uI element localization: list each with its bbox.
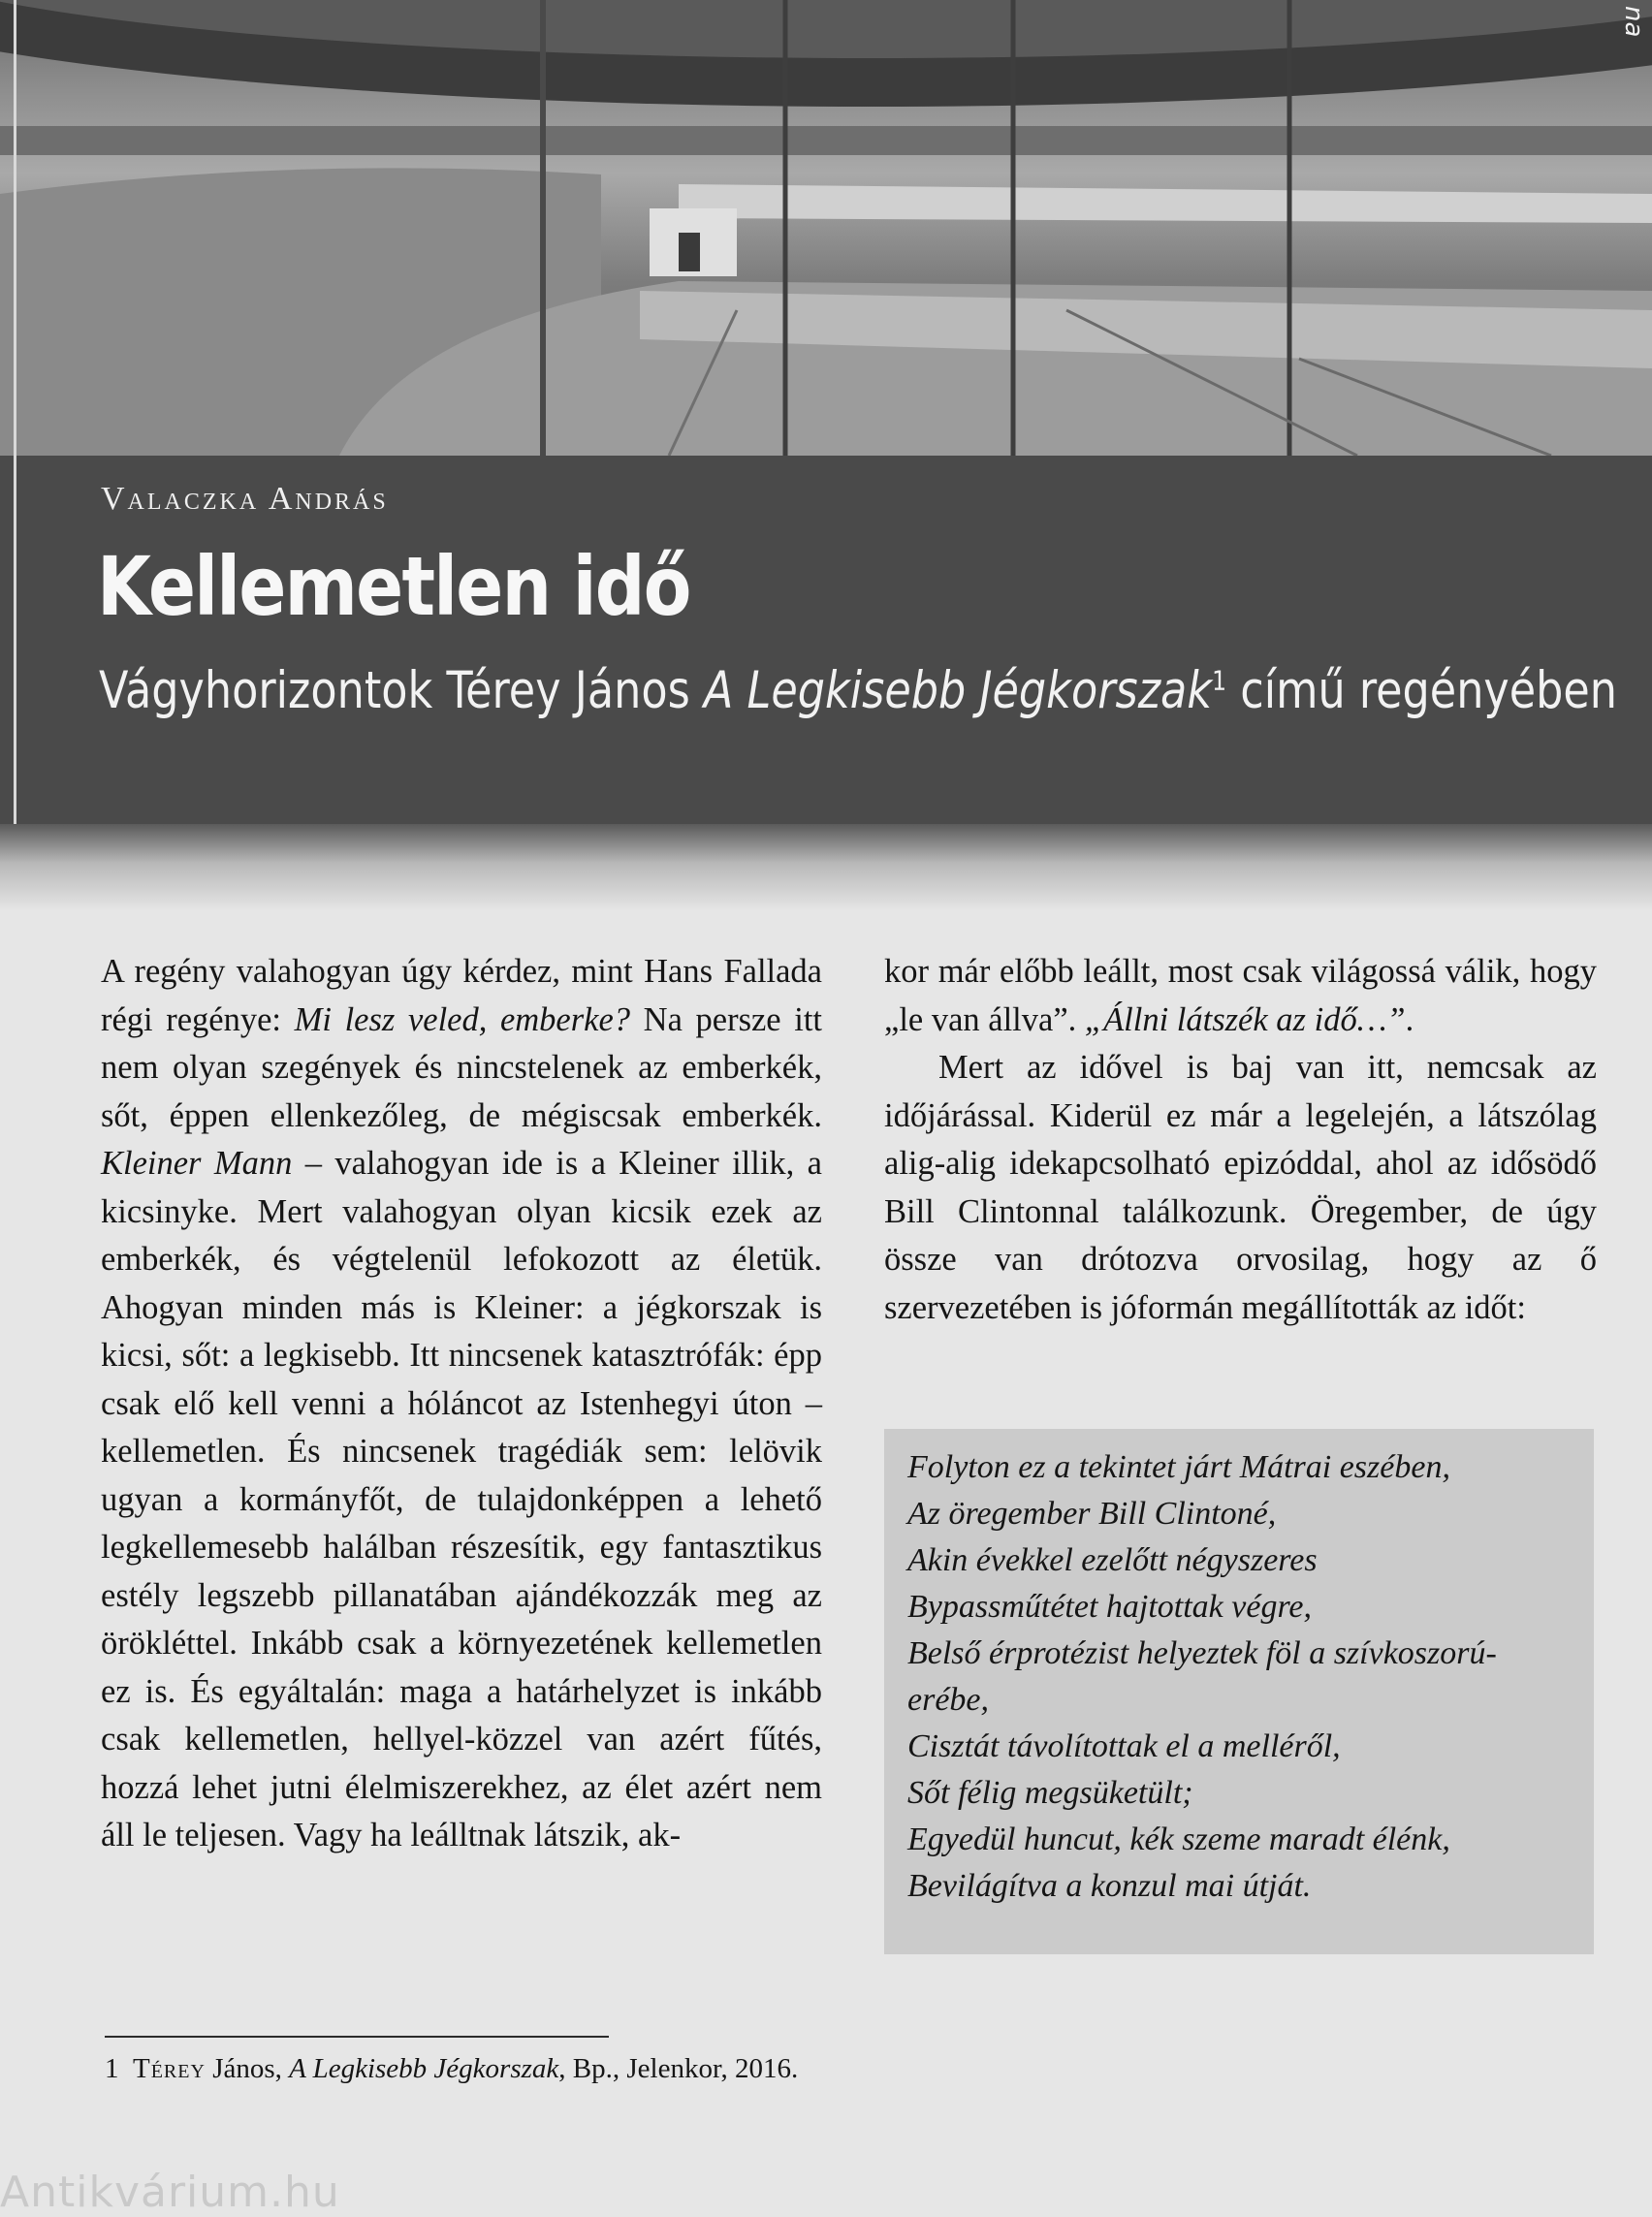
left-column [101, 948, 822, 1860]
quote-line: Bypassműtétet hajtottak végre, [907, 1589, 1313, 1625]
article-title: Kellemetlen idő [97, 539, 690, 634]
article-subtitle [99, 661, 1646, 720]
footnote-text: János, [205, 2053, 290, 2084]
page-shadow [0, 824, 1652, 911]
quote-line: Sőt félig megsüketült; [907, 1775, 1193, 1811]
quote-line: Egyedül huncut, kék szeme maradt élénk, [907, 1821, 1450, 1857]
subtitle-text-2: című regényében [1226, 661, 1618, 720]
footnote-text: , Bp., Jelenkor, 2016. [558, 2053, 799, 2084]
footnote-number: 1 [105, 2053, 119, 2084]
italic-run: Kleiner Mann [101, 1145, 293, 1182]
text-run: Na persze itt nem olyan szegények és nincstelenek az emberkék, sőt, éppen ellenkezőleg, de mégiscsak emberkék. [101, 1000, 822, 1134]
text-run: kor már előbb leállt, most csak világossá válik, hogy „le van állva”. [884, 953, 1597, 1038]
author-name: Valaczka András [101, 481, 389, 517]
right-column [884, 948, 1597, 1332]
quote-line: erébe, [907, 1682, 990, 1718]
subtitle-book-title: A Legkisebb Jégkorszak [703, 661, 1213, 720]
footnote [105, 2049, 798, 2088]
quote-line: Akin évekkel ezelőtt négyszeres [907, 1542, 1318, 1578]
text-run: – valahogyan ide is a Kleiner illik, a kicsinyke. Mert valahogyan olyan kicsik ezek az emberkék, és végtelenül lefokozott az életük. Ahogyan minden más is Kleiner: a jégkorszak is kicsi, sőt: a legkisebb. Itt nincsenek katasztrófák: épp csak elő kell venni a hóláncot az Istenhegyi úton – kellemetlen. És nincsenek tragédiák sem: lelövik ugyan a kormányfőt, de tulajdonképpen a lehető legkellemesebb halálban részesítik, egy fantasztikus estély legszebb pillanatában ajándékozzák meg az örökléttel. Inkább csak a környezetének kellemetlen ez is. És egyáltalán: maga a határhelyzet is inkább csak kellemetlen, hellyel-közzel van azért fűtés, hozzá lehet jutni élelmiszerekhez, az élet azért nem áll le teljesen. Vagy ha leálltnak látszik, ak- [101, 1145, 822, 1853]
italic-run: „Állni látszék az idő…” [1084, 1000, 1406, 1038]
quote-line: Az öregember Bill Clintoné, [907, 1496, 1277, 1532]
rooftop-panorama-image [0, 0, 1652, 456]
paragraph [101, 948, 822, 1860]
side-tag-text: na [1619, 6, 1648, 38]
text-run: . [1405, 1000, 1414, 1038]
text-run: A regény valahogyan úgy kérdez, mint Hans Fallada régi regénye: [101, 953, 822, 1038]
footnote-rule [105, 2036, 609, 2038]
quoted-poem [907, 1444, 1578, 1910]
footnote-author: Térey [133, 2053, 206, 2084]
paragraph [884, 948, 1597, 1044]
quote-line: Belső érprotézist helyeztek föl a szívkoszorú- [907, 1635, 1497, 1671]
subtitle-text-1: Vágyhorizontok Térey János [99, 661, 704, 720]
italic-run: Mi lesz veled, emberke? [294, 1000, 631, 1038]
quote-line: Folyton ez a tekintet járt Mátrai eszében, [907, 1449, 1450, 1485]
watermark: Antikvárium.hu [0, 2168, 340, 2217]
quote-line: Cisztát távolítottak el a melléről, [907, 1728, 1341, 1764]
paragraph: Mert az idővel is baj van itt, nemcsak az időjárással. Kiderül ez már a legelején, a látszólag alig-alig idekapcsolható epizóddal, ahol az idősödő Bill Clintonnal találkozunk. Öregember, de úgy össze van drótozva orvosilag, hogy az ő szervezetében is jóformán megállították az időt: [884, 1049, 1597, 1326]
header-photo [0, 0, 1652, 456]
footnote-book-title: A Legkisebb Jégkorszak [289, 2053, 559, 2084]
left-border-rule [14, 0, 16, 824]
quote-line: Bevilágítva a konzul mai útját. [907, 1868, 1312, 1904]
footnote-marker: 1 [1212, 664, 1227, 697]
